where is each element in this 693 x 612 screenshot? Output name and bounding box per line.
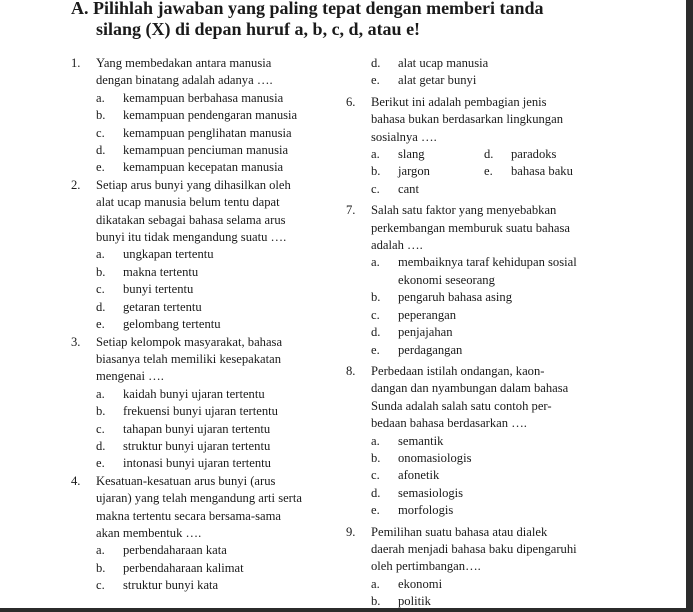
question-text-line: dengan binatang adalah adanya …. [96,73,273,88]
question-number: 1. [71,56,81,70]
option-letter: e. [484,164,493,179]
question-line [346,220,604,237]
option-text: kemampuan penciuman manusia [123,143,289,158]
option-letter: d. [371,56,381,70]
answer-option[interactable] [71,421,334,438]
option-letter: d. [96,438,106,453]
question-number: 3. [71,334,81,349]
option-letter: d. [371,325,381,340]
option-letter: b. [96,108,106,123]
question-number: 6. [346,94,356,109]
option-text: paradoks [511,147,557,162]
question-line [346,202,604,219]
question-number [346,558,371,575]
option-letter: c. [96,578,105,593]
question-text-line: Salah satu faktor yang menyebabkan [371,203,557,218]
question-text-line: akan membentuk …. [96,525,202,540]
option-text: morfologis [398,503,454,518]
option-text: intonasi bunyi ujaran tertentu [123,456,271,471]
option-letter: a. [371,255,380,270]
question-number [71,212,96,229]
option-letter: e. [371,73,380,88]
answer-option[interactable] [346,485,604,502]
option-text: kemampuan penglihatan manusia [123,125,292,140]
question-item [346,202,604,254]
question-number [71,229,96,246]
question-line [346,380,604,397]
right-column [346,55,604,611]
option-letter: e. [96,317,105,332]
option-text: semasiologis [398,485,464,500]
question-text-line: Perbedaan istilah ondangan, kaon- [371,363,545,378]
option-text: penjajahan [398,325,453,340]
option-letter: a. [96,90,105,105]
question-text-line: Kesatuan-kesatuan arus bunyi (arus [96,473,276,488]
question-text-line: bedaan bahasa berdasarkan …. [371,416,527,431]
answer-option[interactable] [71,386,334,403]
answer-option[interactable] [71,125,334,142]
question-line [71,525,334,542]
question-number [71,525,96,542]
answer-option[interactable] [484,163,604,180]
option-letter: c. [96,125,105,140]
answer-option[interactable] [371,163,484,180]
question-number [346,415,371,432]
answer-option[interactable] [71,107,334,124]
option-letter: d. [371,485,381,500]
option-text: perbendaharaan kalimat [123,560,244,575]
question-text-line: Sunda adalah salah satu contoh per- [371,398,552,413]
question-number [346,111,371,128]
question-text-line: dangan dan nyambungan dalam bahasa [371,381,569,396]
answer-option[interactable] [71,281,334,298]
option-text: getaran tertentu [123,299,202,314]
option-letter: a. [371,576,380,591]
question-line [71,508,334,525]
question-number [346,220,371,237]
question-text-line: bahasa bukan berdasarkan lingkungan [371,112,563,127]
option-letter: a. [371,433,380,448]
question-number [71,368,96,385]
option-text: politik [398,594,431,609]
question-text-line: bunyi itu tidak mengandung suatu …. [96,230,287,245]
option-text: kemampuan berbahasa manusia [123,90,284,105]
option-text: ekonomi [398,576,443,591]
option-letter: a. [96,247,105,262]
option-text: makna tertentu [123,264,199,279]
option-text: bahasa baku [511,164,573,179]
answer-option[interactable] [71,542,334,559]
question-text-line: Setiap arus bunyi yang dihasilkan oleh [96,177,291,192]
question-text-line: daerah menjadi bahasa baku dipengaruhi [371,541,577,556]
question-item [346,363,604,433]
option-letter: e. [371,503,380,518]
question-line [346,94,604,111]
answer-option[interactable] [71,560,334,577]
question-line [71,490,334,507]
question-number: 9. [346,524,356,539]
option-text: membaiknya taraf kehidupan sosial [398,255,577,270]
option-letter: a. [96,543,105,558]
question-text-line: Pemilihan suatu bahasa atau dialek [371,524,548,539]
answer-option[interactable] [346,72,604,89]
answer-option[interactable] [71,299,334,316]
question-text-line: mengenai …. [96,369,164,384]
question-number [71,72,96,89]
question-text-line: ujaran) yang telah mengandung arti serta [96,491,302,506]
question-number [346,541,371,558]
answer-option[interactable] [346,272,604,289]
answer-option[interactable] [346,593,604,610]
option-letter: c. [371,468,380,483]
question-line [346,415,604,432]
question-text-line: alat ucap manusia belum tentu dapat [96,195,280,210]
question-text-line: Setiap kelompok masyarakat, bahasa [96,334,283,349]
option-text: bunyi tertentu [123,282,194,297]
option-text: alat getar bunyi [398,73,477,88]
option-text: ungkapan tertentu [123,247,214,262]
answer-option[interactable] [346,433,604,450]
option-letter: b. [371,450,381,465]
answer-option[interactable] [346,576,604,593]
question-item [71,473,334,543]
option-text: kemampuan pendengaran manusia [123,108,298,123]
option-text: frekuensi bunyi ujaran tertentu [123,404,278,419]
answer-option[interactable] [346,342,604,359]
answer-option[interactable] [71,403,334,420]
option-letter: c. [96,282,105,297]
answer-option[interactable] [71,455,334,472]
answer-option[interactable] [71,246,334,263]
question-line [346,558,604,575]
option-text: ekonomi seseorang [398,272,495,287]
answer-option[interactable] [71,316,334,333]
page-edge-right [686,0,693,612]
question-item [71,177,334,247]
option-letter: e. [371,342,380,357]
answer-option[interactable] [346,55,604,72]
answer-option[interactable] [71,264,334,281]
question-number: 4. [71,473,81,488]
question-number: 7. [346,203,356,218]
option-letter: b. [371,290,381,305]
option-letter: a. [371,147,380,162]
option-text: semantik [398,433,444,448]
question-line [71,177,334,194]
question-number [71,490,96,507]
option-letter: c. [371,181,380,196]
question-text-line: Yang membedakan antara manusia [96,56,272,70]
answer-option[interactable] [371,146,484,163]
option-letter: d. [484,147,494,162]
option-letter: b. [96,404,106,419]
question-line [71,212,334,229]
option-text: gelombang tertentu [123,317,221,332]
question-number [346,398,371,415]
question-line [71,194,334,211]
option-letter: b. [371,164,381,179]
option-text: alat ucap manusia [398,56,489,70]
option-letter: e. [96,456,105,471]
instruction-line-1: A. Pilihlah jawaban yang paling tepat dengan memberi tanda [71,0,544,18]
question-text-line: sosialnya …. [371,129,437,144]
question-item [346,94,604,146]
question-line [346,398,604,415]
option-letter: b. [96,560,106,575]
section-header [71,0,611,40]
option-text: kaidah bunyi ujaran tertentu [123,386,265,401]
option-letter: c. [96,421,105,436]
question-item [346,524,604,576]
question-line [346,237,604,254]
answer-option[interactable] [346,289,604,306]
answer-option[interactable] [346,324,604,341]
option-letter: b. [96,264,106,279]
question-number [71,508,96,525]
answer-option[interactable] [71,159,334,176]
option-letter: e. [96,160,105,175]
question-item [71,55,334,90]
option-text: afonetik [398,468,440,483]
question-line [71,229,334,246]
option-text: onomasiologis [398,450,472,465]
option-grid [346,146,604,198]
option-letter: c. [371,307,380,322]
question-number [71,194,96,211]
question-text-line: perkembangan memburuk suatu bahasa [371,220,570,235]
question-line [71,55,334,72]
option-letter: a. [96,386,105,401]
instruction-line-2: silang (X) di depan huruf a, b, c, d, atau e! [96,19,421,39]
question-line [71,351,334,368]
question-item [71,334,334,386]
question-line [71,334,334,351]
question-number [346,380,371,397]
question-line [346,541,604,558]
question-line [71,368,334,385]
question-line [71,72,334,89]
option-letter: d. [96,299,106,314]
question-text-line: makna tertentu secara bersama-sama [96,508,281,523]
answer-option[interactable] [346,502,604,519]
option-letter: d. [96,143,106,158]
question-text-line: oleh pertimbangan…. [371,559,481,574]
question-number: 8. [346,363,356,378]
option-text: perdagangan [398,342,463,357]
option-text: peperangan [398,307,457,322]
answer-option[interactable] [346,450,604,467]
question-number: 2. [71,177,81,192]
question-number [346,129,371,146]
answer-option[interactable] [71,577,334,594]
question-text-line: biasanya telah memiliki kesepakatan [96,351,281,366]
question-number [71,351,96,368]
question-text-line: dikatakan sebagai bahasa selama arus [96,212,286,227]
answer-option[interactable] [346,254,604,271]
option-text: jargon [398,164,430,179]
question-text-line: Berikut ini adalah pembagian jenis [371,94,547,109]
option-letter [346,272,398,289]
option-text: perbendaharaan kata [123,543,227,558]
option-text: pengaruh bahasa asing [398,290,513,305]
option-letter: b. [371,594,381,609]
question-line [71,473,334,490]
option-text: tahapan bunyi ujaran tertentu [123,421,271,436]
left-column [71,55,334,595]
option-text: slang [398,147,425,162]
question-number [346,237,371,254]
answer-option[interactable] [71,438,334,455]
question-line [346,129,604,146]
option-text: struktur bunyi kata [123,578,219,593]
question-line [346,363,604,380]
answer-option[interactable] [484,146,604,163]
answer-option[interactable] [371,181,484,198]
question-line [346,524,604,541]
question-text-line: adalah …. [371,238,423,253]
answer-option[interactable] [71,90,334,107]
option-text: cant [398,181,419,196]
answer-option[interactable] [346,307,604,324]
answer-option[interactable] [71,142,334,159]
option-text: struktur bunyi ujaran tertentu [123,438,271,453]
question-line [346,111,604,128]
option-text: kemampuan kecepatan manusia [123,160,284,175]
answer-option[interactable] [346,467,604,484]
